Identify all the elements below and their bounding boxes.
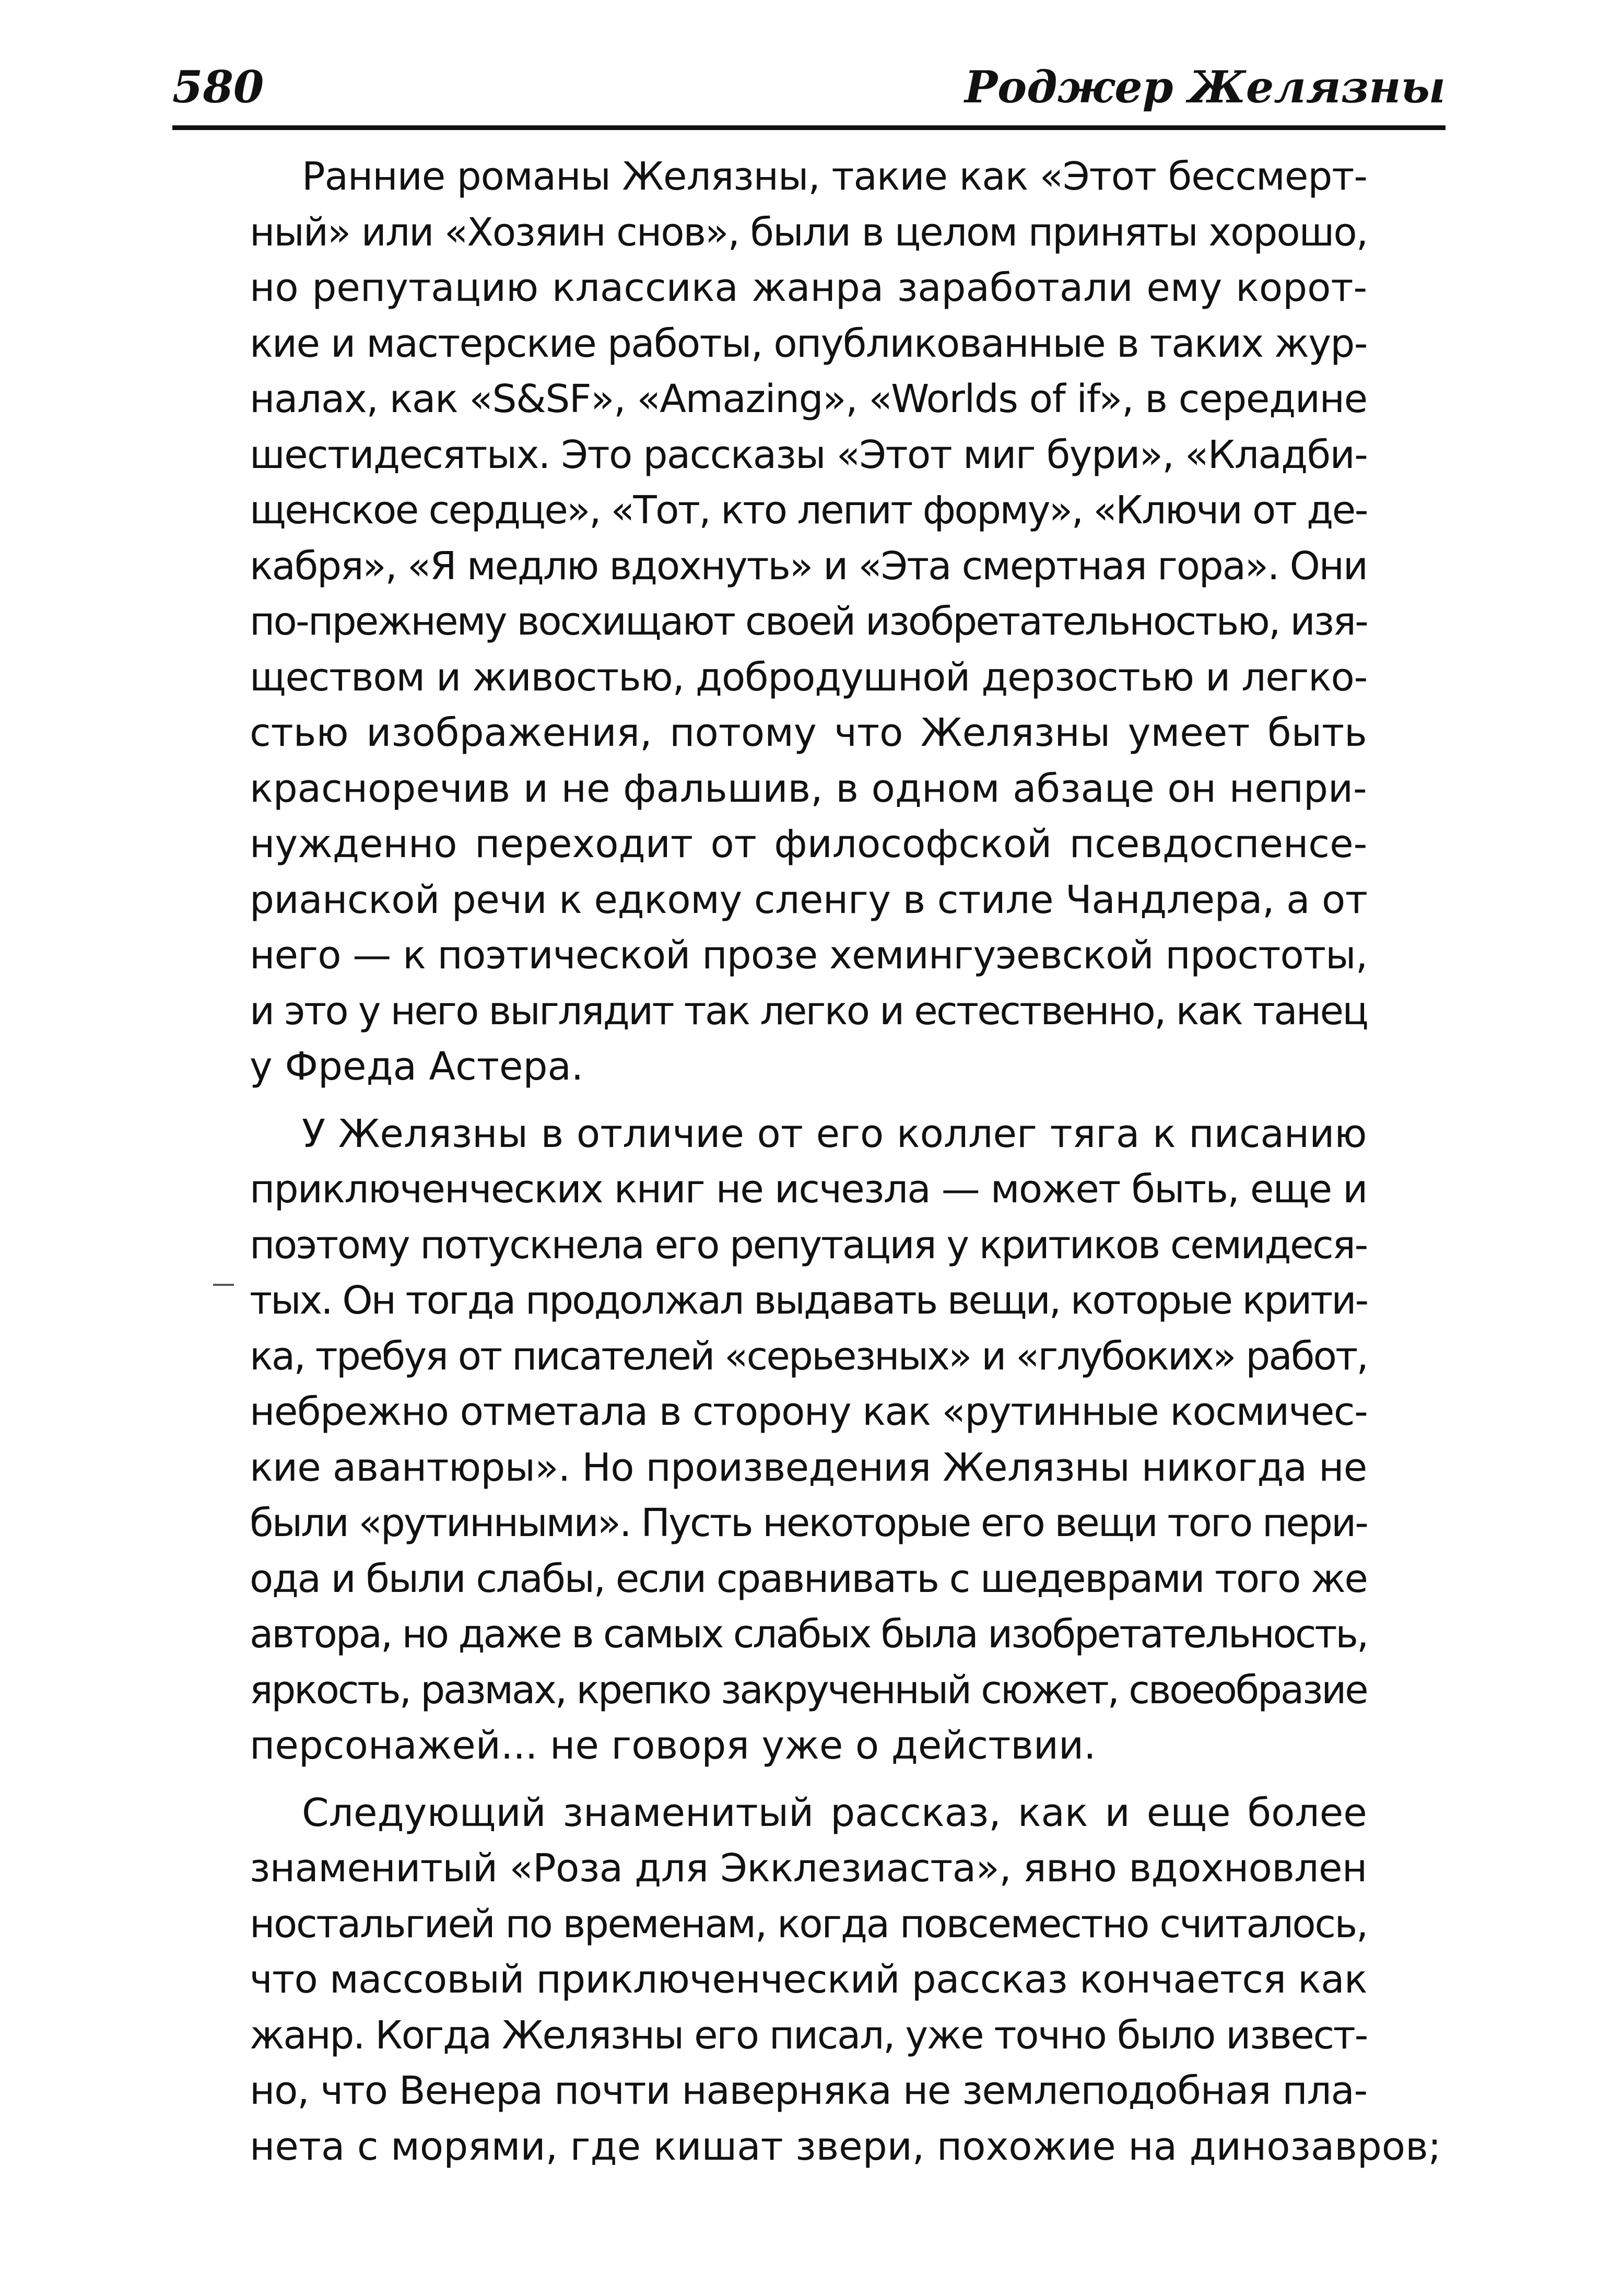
text-line: у Фреда Астера. [250, 1044, 584, 1089]
text-line: шестидесятых. Это рассказы «Этот миг бури», «Кладби- [250, 432, 1368, 477]
text-line: по-прежнему восхищают своей изобретательностью, изя- [250, 599, 1368, 644]
text-line: красноречив и не фальшив, в одном абзаце он непри- [250, 766, 1367, 811]
text-line: небрежно отметала в сторону как «рутинные космичес- [250, 1389, 1368, 1434]
text-line: жанр. Когда Желязны его писал, уже точно было извест- [250, 2012, 1367, 2058]
text-line: приключенческих книг не исчезла — может быть, еще и [250, 1167, 1367, 1212]
text-line: но репутацию классика жанра заработали ему корот- [250, 265, 1368, 310]
text-line: знаменитый «Роза для Экклезиаста», явно вдохновлен [250, 1846, 1367, 1891]
margin-mark [213, 1284, 234, 1286]
text-line: что массовый приключенческий рассказ кончается как [250, 1957, 1367, 2002]
text-line: кие и мастерские работы, опубликованные в таких жур- [250, 321, 1367, 366]
text-line: поэтому потускнела его репутация у критиков семидеся- [250, 1222, 1367, 1268]
paragraph [250, 1106, 1367, 1774]
body-text [250, 149, 1441, 2174]
text-line: кие авантюры». Но произведения Желязны никогда не [250, 1445, 1367, 1490]
text-line: но, что Венера почти наверняка не землеподобная пла- [250, 2068, 1367, 2113]
running-title: Роджер Желязны [964, 61, 1446, 113]
page-number: 580 [172, 61, 264, 113]
text-line: тых. Он тогда продолжал выдавать вещи, которые крити- [250, 1278, 1368, 1323]
text-line: щенское сердце», «Тот, кто лепит форму», «Ключи от де- [250, 488, 1367, 533]
paragraph-gap [250, 1095, 1367, 1106]
text-line: Ранние романы Желязны, такие как «Этот бессмерт- [302, 154, 1368, 199]
paragraph-gap [250, 1774, 1367, 1785]
text-line: У Желязны в отличие от его коллег тяга к писанию [302, 1111, 1367, 1156]
text-line: Следующий знаменитый рассказ, как и еще более [302, 1790, 1367, 1835]
text-line: и это у него выглядит так легко и естественно, как танец [250, 988, 1367, 1034]
text-line: ществом и живостью, добродушной дерзостью и легко- [250, 654, 1368, 700]
text-line: налах, как «S&SF», «Amazing», «Worlds of if», в середине [250, 377, 1367, 421]
text-line: персонажей... не говоря уже о действии. [250, 1723, 1096, 1768]
text-line: рианской речи к едкому сленгу в стиле Чандлера, а от [250, 877, 1368, 922]
text-line: стью изображения, потому что Желязны умеет быть [250, 710, 1367, 755]
text-line: нета с морями, где кишат звери, похожие на динозавров; [250, 2124, 1441, 2169]
text-line: ода и были слабы, если сравнивать с шедеврами того же [250, 1556, 1367, 1601]
text-line: кабря», «Я медлю вдохнуть» и «Эта смертная гора». Они [250, 543, 1367, 589]
running-header [172, 48, 1446, 126]
text-line: ный» или «Хозяин снов», были в целом приняты хорошо, [250, 209, 1368, 255]
text-line: ка, требуя от писателей «серьезных» и «глубоких» работ, [250, 1333, 1367, 1379]
text-line: яркость, размах, крепко закрученный сюжет, своеобразие [250, 1667, 1367, 1713]
text-line: были «рутинными». Пусть некоторые его вещи того пери- [250, 1501, 1368, 1545]
text-line: нужденно переходит от философской псевдоспенсе- [250, 822, 1368, 866]
header-rule [172, 125, 1446, 130]
text-line: автора, но даже в самых слабых была изобретательность, [250, 1612, 1368, 1657]
paragraph [250, 1785, 1441, 2175]
paragraph [250, 149, 1367, 1095]
text-line: ностальгией по временам, когда повсеместно считалось, [250, 1901, 1368, 1947]
text-line: него — к поэтической прозе хемингуэевской простоты, [250, 933, 1368, 978]
